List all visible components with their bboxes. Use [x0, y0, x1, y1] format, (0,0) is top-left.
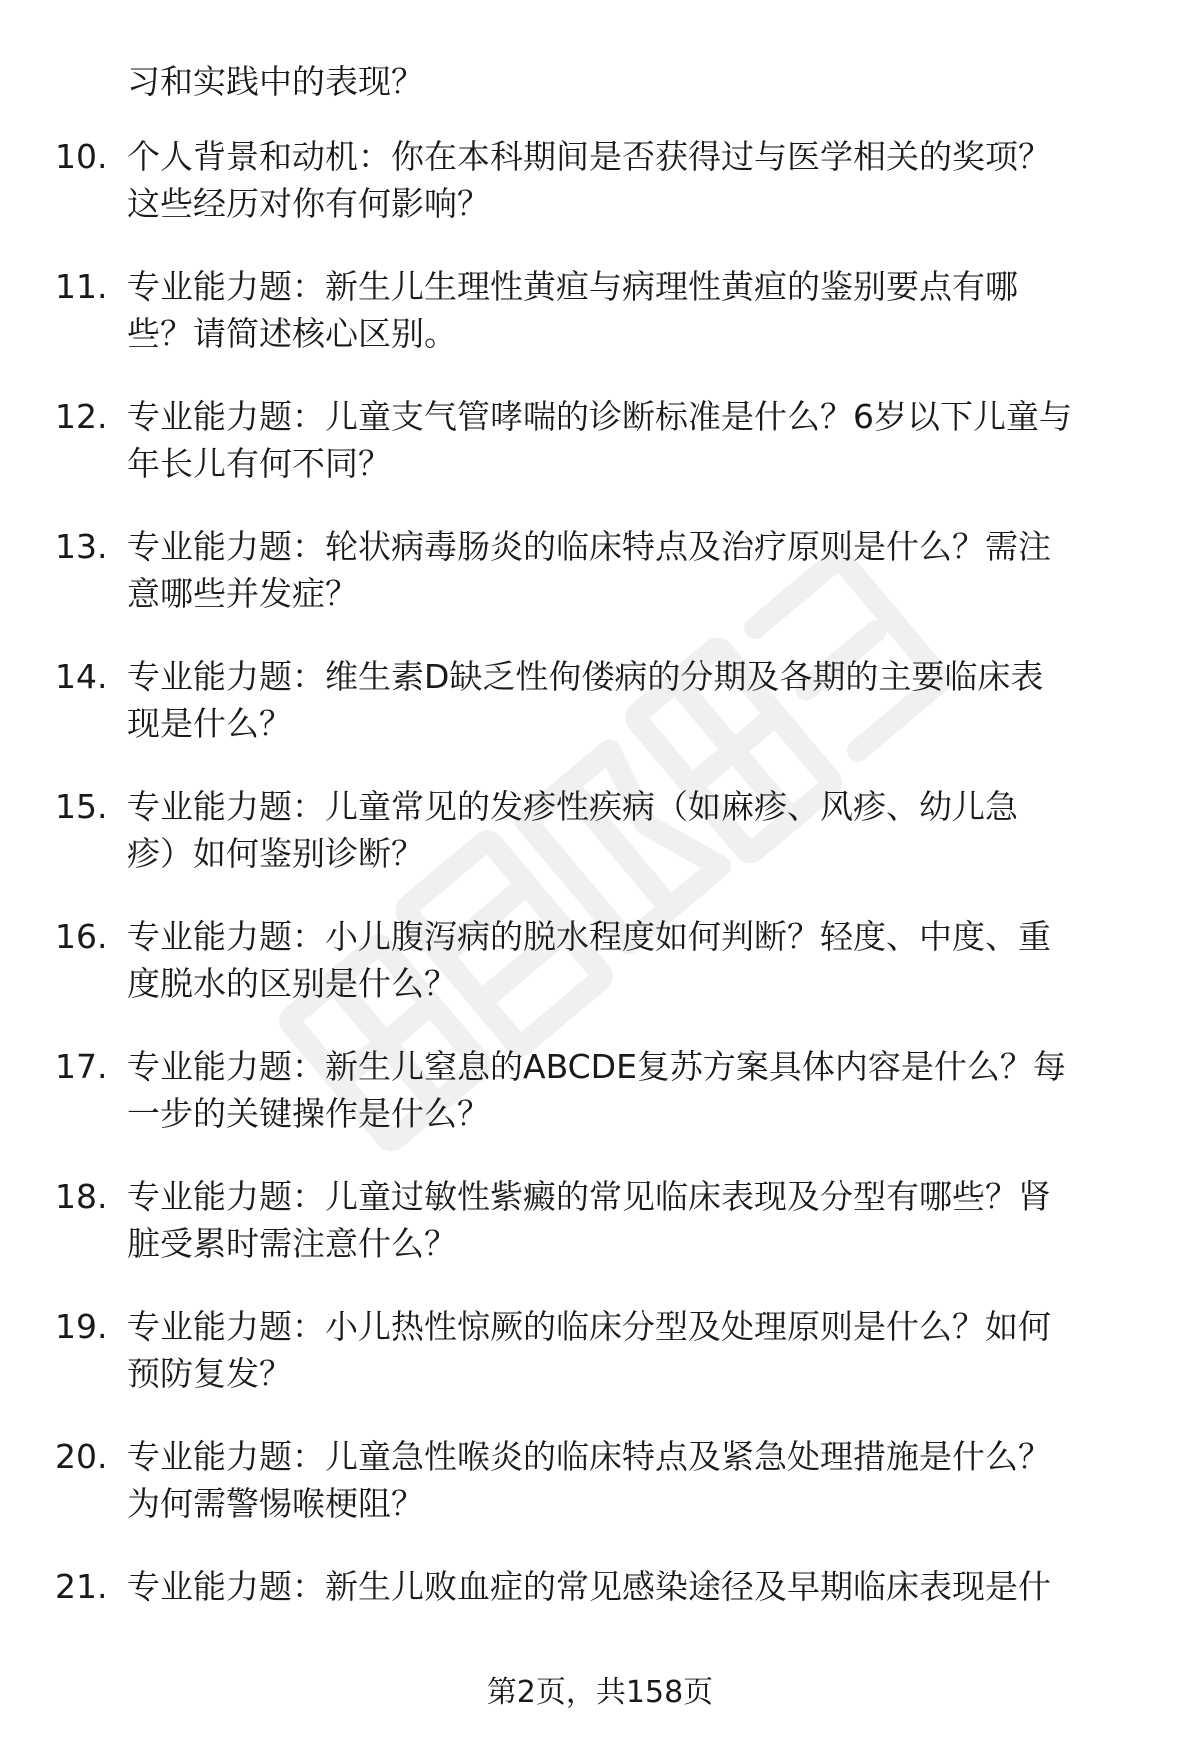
list-item — [55, 133, 1165, 227]
item-number: 19. — [55, 1307, 108, 1346]
item-number: 15. — [55, 787, 108, 826]
item-text — [127, 393, 1165, 487]
item-text — [127, 1433, 1165, 1527]
item-number: 18. — [55, 1177, 108, 1216]
item-line: 预防复发？ — [127, 1354, 292, 1393]
continuation-line: 习和实践中的表现？ — [127, 62, 424, 101]
item-line: 专业能力题：儿童过敏性紫癜的常见临床表现及分型有哪些？肾 — [127, 1177, 1051, 1216]
item-line: 度脱水的区别是什么？ — [127, 964, 457, 1003]
list-item — [55, 1303, 1165, 1397]
item-line: 年长儿有何不同？ — [127, 444, 391, 483]
item-line: 疹）如何鉴别诊断？ — [127, 834, 424, 873]
list-item — [55, 1433, 1165, 1527]
list-item — [55, 1563, 1165, 1610]
item-text — [127, 1303, 1165, 1397]
list-item — [55, 393, 1165, 487]
page-number-footer: 第2页，共158页 — [486, 1675, 714, 1710]
item-number: 14. — [55, 657, 108, 696]
item-text — [127, 783, 1165, 877]
item-text — [127, 523, 1165, 617]
item-number: 13. — [55, 527, 108, 566]
item-line: 一步的关键操作是什么？ — [127, 1094, 490, 1133]
list-item — [55, 1043, 1165, 1137]
item-line: 专业能力题：小儿腹泻病的脱水程度如何判断？轻度、中度、重 — [127, 917, 1051, 956]
item-line: 专业能力题：小儿热性惊厥的临床分型及处理原则是什么？如何 — [127, 1307, 1051, 1346]
item-line: 个人背景和动机：你在本科期间是否获得过与医学相关的奖项？ — [127, 137, 1051, 176]
list-item — [55, 653, 1165, 747]
item-line: 专业能力题：新生儿生理性黄疸与病理性黄疸的鉴别要点有哪 — [127, 267, 1018, 306]
list-item — [55, 263, 1165, 357]
item-text — [127, 1563, 1165, 1610]
item-text — [127, 1173, 1165, 1267]
item-line: 些？请简述核心区别。 — [127, 314, 457, 353]
item-line: 专业能力题：儿童常见的发疹性疾病（如麻疹、风疹、幼儿急 — [127, 787, 1018, 826]
item-text — [127, 913, 1165, 1007]
item-number: 10. — [55, 137, 108, 176]
item-line: 现是什么？ — [127, 704, 292, 743]
list-item — [55, 783, 1165, 877]
item-line: 这些经历对你有何影响？ — [127, 184, 490, 223]
item-line: 专业能力题：维生素D缺乏性佝偻病的分期及各期的主要临床表 — [127, 657, 1044, 696]
item-line: 专业能力题：轮状病毒肠炎的临床特点及治疗原则是什么？需注 — [127, 527, 1051, 566]
item-text — [127, 653, 1165, 747]
item-number: 16. — [55, 917, 108, 956]
list-item — [55, 523, 1165, 617]
item-number: 12. — [55, 397, 108, 436]
item-text — [127, 133, 1165, 227]
question-list — [55, 58, 1165, 1646]
item-line: 专业能力题：新生儿败血症的常见感染途径及早期临床表现是什 — [127, 1567, 1051, 1606]
item-number: 11. — [55, 267, 108, 306]
list-item — [55, 1173, 1165, 1267]
item-line: 为何需警惕喉梗阻？ — [127, 1484, 424, 1523]
item-number: 17. — [55, 1047, 108, 1086]
item-number: 20. — [55, 1437, 108, 1476]
item-text — [127, 263, 1165, 357]
item-line: 专业能力题：儿童急性喉炎的临床特点及紧急处理措施是什么？ — [127, 1437, 1051, 1476]
item-number: 21. — [55, 1567, 108, 1606]
item-line: 脏受累时需注意什么？ — [127, 1224, 457, 1263]
item-line: 专业能力题：新生儿窒息的ABCDE复苏方案具体内容是什么？每 — [127, 1047, 1066, 1086]
item-line: 专业能力题：儿童支气管哮喘的诊断标准是什么？6岁以下儿童与 — [127, 397, 1072, 436]
item-line: 意哪些并发症？ — [127, 574, 358, 613]
list-item — [55, 913, 1165, 1007]
item-text — [127, 1043, 1165, 1137]
